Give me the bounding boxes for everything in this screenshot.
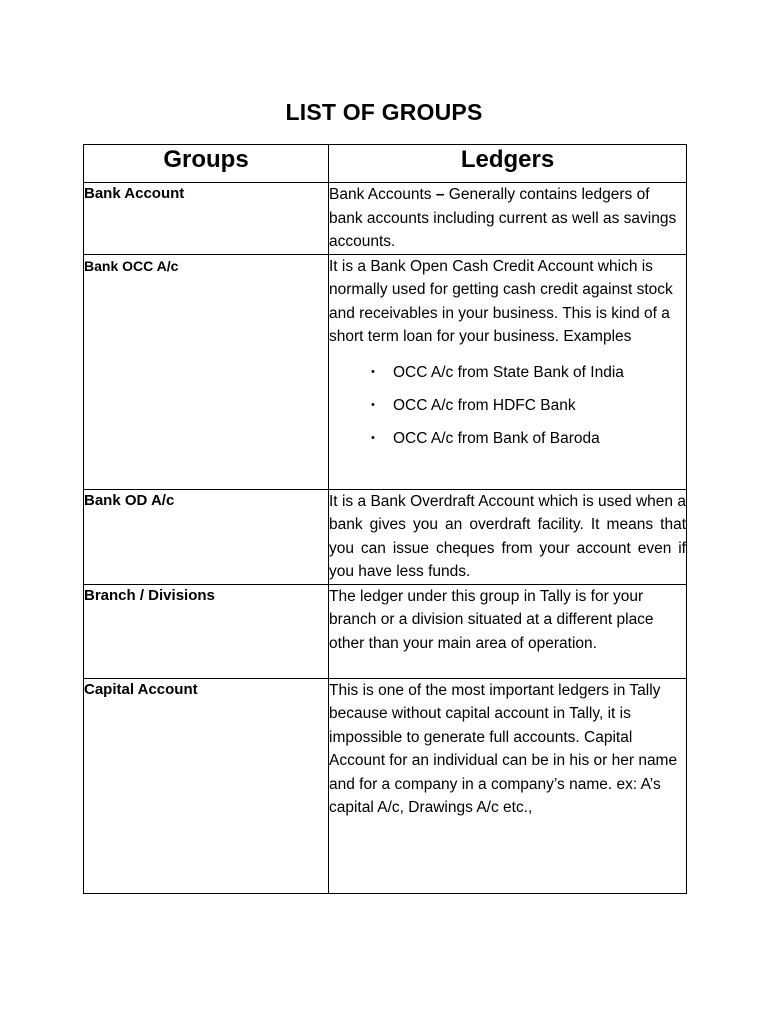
ledger-text: It is a Bank Open Cash Credit Account which is normally used for getting cash credit against stock and receivables in your business. This is kind of a short term loan for your business. Examples <box>329 257 673 345</box>
group-cell: Branch / Divisions <box>84 584 329 678</box>
groups-column-header: Groups <box>84 145 329 183</box>
list-item <box>371 389 686 422</box>
list-item <box>371 356 686 389</box>
ledgers-column-header: Ledgers <box>329 145 687 183</box>
ledger-cell <box>329 254 687 489</box>
ledger-cell <box>329 183 687 255</box>
example-text: OCC A/c from Bank of Baroda <box>393 429 600 447</box>
table-row <box>84 183 687 255</box>
ledger-lead: Bank Accounts <box>329 186 432 203</box>
example-text: OCC A/c from HDFC Bank <box>393 396 576 414</box>
table-row <box>84 678 687 893</box>
bullet-icon: • <box>371 398 375 411</box>
ledger-dash: – <box>431 186 449 203</box>
table-row <box>84 489 687 584</box>
ledger-cell: It is a Bank Overdraft Account which is used when a bank gives you an overdraft facility. It means that you can issue cheques from your account even if you have less funds. <box>329 489 687 584</box>
group-cell: Bank OD A/c <box>84 489 329 584</box>
ledger-text: Generally contains ledgers of bank accounts including current as well as savings accounts. <box>329 186 677 250</box>
group-cell: Bank Account <box>84 183 329 255</box>
bullet-icon: • <box>371 365 375 378</box>
page-title: LIST OF GROUPS <box>285 99 483 125</box>
table-row <box>84 584 687 678</box>
ledger-cell: This is one of the most important ledgers in Tally because without capital account in Tally, it is impossible to generate full accounts. Capital Account for an individual can be in his or her name and for a company in a company’s name. ex: A’s capital A/c, Drawings A/c etc., <box>329 678 687 893</box>
ledger-cell: The ledger under this group in Tally is for your branch or a division situated at a different place other than your main area of operation. <box>329 584 687 678</box>
groups-table <box>83 144 687 894</box>
table-row <box>84 254 687 489</box>
examples-list <box>329 356 686 455</box>
list-item <box>371 422 686 455</box>
bullet-icon: • <box>371 431 375 444</box>
group-cell: Bank OCC A/c <box>84 254 329 489</box>
table-header-row <box>84 145 687 183</box>
group-cell: Capital Account <box>84 678 329 893</box>
example-text: OCC A/c from State Bank of India <box>393 363 624 381</box>
